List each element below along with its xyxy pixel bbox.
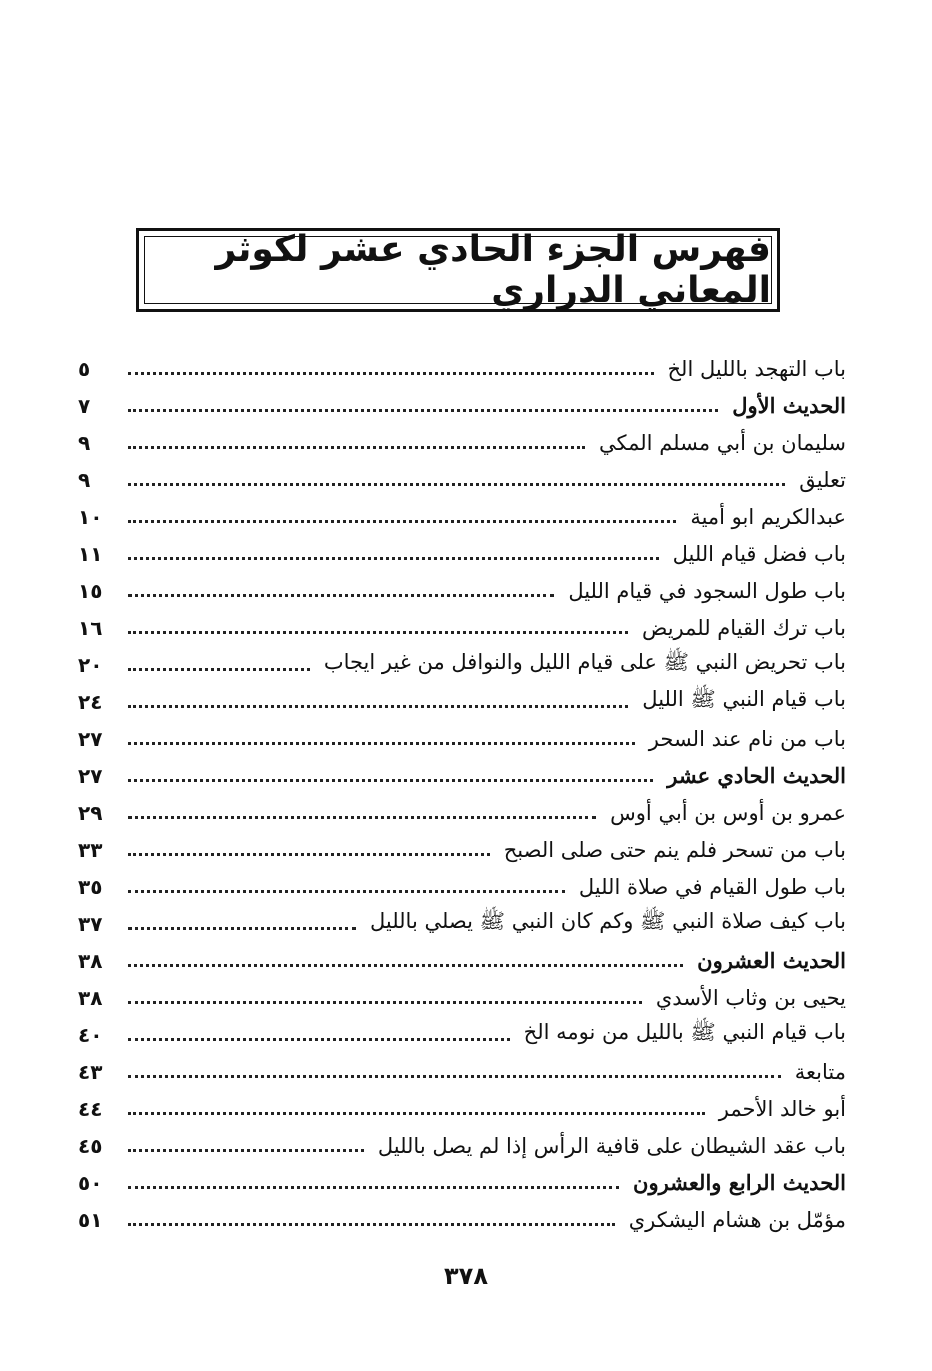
toc-entry — [78, 1164, 846, 1201]
title-frame — [136, 228, 780, 312]
toc-entry-page: ٥ — [78, 356, 91, 381]
dot-leader — [128, 1038, 510, 1041]
toc-entry-page: ٣٨ — [78, 948, 103, 973]
toc-entry-title: باب فضل قيام الليل — [672, 541, 846, 566]
toc-entry-title: متابعة — [794, 1059, 846, 1084]
toc-entry-page: ٤٥ — [78, 1133, 103, 1158]
toc-entry — [78, 1053, 846, 1090]
toc-entry — [78, 535, 846, 572]
toc-entry — [78, 905, 846, 942]
toc-entry — [78, 1016, 846, 1053]
toc-entry — [78, 979, 846, 1016]
toc-entry-page: ٥٠ — [78, 1170, 103, 1195]
dot-leader — [128, 372, 654, 375]
toc-entry-title: تعليق — [799, 467, 846, 492]
toc-entry-title: عبدالكريم ابو أمية — [690, 504, 846, 529]
toc-entry-title: باب قيام النبي ﷺ بالليل من نومه الخ — [523, 1020, 846, 1044]
toc-entry-page: ١١ — [78, 541, 103, 566]
dot-leader — [128, 890, 565, 893]
toc-entry-page: ٧ — [78, 393, 91, 418]
toc-entry — [78, 1127, 846, 1164]
toc-entry-page: ٢٧ — [78, 726, 103, 751]
toc-entry-title: باب من نام عند السحر — [648, 726, 846, 751]
dot-leader — [128, 1075, 781, 1078]
toc-entry-title: باب التهجد بالليل الخ — [667, 356, 846, 381]
toc-entry-title: باب طول القيام في صلاة الليل — [578, 874, 846, 899]
toc-entry-page: ١٦ — [78, 615, 103, 640]
toc-entry — [78, 1090, 846, 1127]
dot-leader — [128, 853, 490, 856]
dot-leader — [128, 409, 718, 412]
toc-entry — [78, 868, 846, 905]
toc-entry-title: أبو خالد الأحمر — [718, 1096, 846, 1121]
table-of-contents — [78, 350, 846, 1238]
toc-entry-title: الحديث الحادي عشر — [667, 763, 846, 788]
toc-entry-page: ٥١ — [78, 1207, 103, 1232]
dot-leader — [128, 964, 683, 967]
toc-entry-title: الحديث الأول — [732, 393, 846, 418]
toc-entry-page: ١٠ — [78, 504, 103, 529]
toc-entry-title: باب طول السجود في قيام الليل — [568, 578, 846, 603]
dot-leader — [128, 557, 659, 560]
toc-entry — [78, 350, 846, 387]
toc-entry — [78, 572, 846, 609]
toc-entry-page: ٢٤ — [78, 689, 103, 714]
toc-entry-page: ٩ — [78, 430, 91, 455]
toc-entry-title: باب من تسحر فلم ينم حتى صلى الصبح — [503, 837, 846, 862]
dot-leader — [128, 705, 628, 708]
toc-entry-title: باب كيف صلاة النبي ﷺ وكم كان النبي ﷺ يصلي بالليل — [369, 909, 846, 933]
toc-entry — [78, 683, 846, 720]
toc-entry-page: ٣٨ — [78, 985, 103, 1010]
toc-entry-title: مؤمّل بن هشام اليشكري — [628, 1207, 846, 1232]
dot-leader — [128, 1186, 619, 1189]
toc-entry — [78, 831, 846, 868]
toc-entry-page: ٩ — [78, 467, 91, 492]
dot-leader — [128, 1223, 615, 1226]
toc-entry-page: ٣٧ — [78, 911, 103, 936]
toc-entry-page: ٣٥ — [78, 874, 103, 899]
toc-entry-title: باب قيام النبي ﷺ الليل — [642, 687, 846, 711]
toc-entry-title: سليمان بن أبي مسلم المكي — [599, 430, 846, 455]
dot-leader — [128, 779, 653, 782]
dot-leader — [128, 668, 310, 671]
toc-entry — [78, 387, 846, 424]
dot-leader — [128, 742, 635, 745]
toc-entry — [78, 498, 846, 535]
dot-leader — [128, 1112, 705, 1115]
toc-entry — [78, 794, 846, 831]
toc-entry-page: ١٥ — [78, 578, 103, 603]
toc-entry-page: ٣٣ — [78, 837, 103, 862]
dot-leader — [128, 927, 356, 930]
toc-entry-title: الحديث العشرون — [697, 948, 846, 973]
toc-entry-page: ٤٣ — [78, 1059, 103, 1084]
toc-entry — [78, 646, 846, 683]
toc-entry-title: باب ترك القيام للمريض — [641, 615, 846, 640]
toc-entry — [78, 461, 846, 498]
page-number: ٣٧٨ — [444, 1262, 488, 1290]
dot-leader — [128, 483, 785, 486]
toc-entry — [78, 942, 846, 979]
dot-leader — [128, 631, 628, 634]
dot-leader — [128, 520, 676, 523]
toc-entry — [78, 757, 846, 794]
toc-entry — [78, 424, 846, 461]
dot-leader — [128, 1149, 364, 1152]
index-title: فهرس الجزء الحادي عشر لكوثر المعاني الدراري — [144, 236, 772, 304]
toc-entry — [78, 609, 846, 646]
toc-entry-title: باب عقد الشيطان على قافية الرأس إذا لم يصل بالليل — [377, 1133, 846, 1158]
dot-leader — [128, 446, 585, 449]
toc-entry-page: ٢٠ — [78, 652, 103, 677]
dot-leader — [128, 1001, 642, 1004]
toc-entry-page: ٤٠ — [78, 1022, 103, 1047]
toc-entry-title: يحيى بن وثاب الأسدي — [655, 985, 846, 1010]
toc-entry-page: ٢٩ — [78, 800, 103, 825]
toc-entry-page: ٢٧ — [78, 763, 103, 788]
toc-entry — [78, 720, 846, 757]
toc-entry-title: الحديث الرابع والعشرون — [633, 1170, 846, 1195]
toc-entry-page: ٤٤ — [78, 1096, 103, 1121]
toc-entry — [78, 1201, 846, 1238]
toc-entry-title: باب تحريض النبي ﷺ على قيام الليل والنوافل من غير ايجاب — [323, 650, 846, 674]
dot-leader — [128, 816, 596, 819]
toc-entry-title: عمرو بن أوس بن أبي أوس — [610, 800, 846, 825]
dot-leader — [128, 594, 554, 597]
